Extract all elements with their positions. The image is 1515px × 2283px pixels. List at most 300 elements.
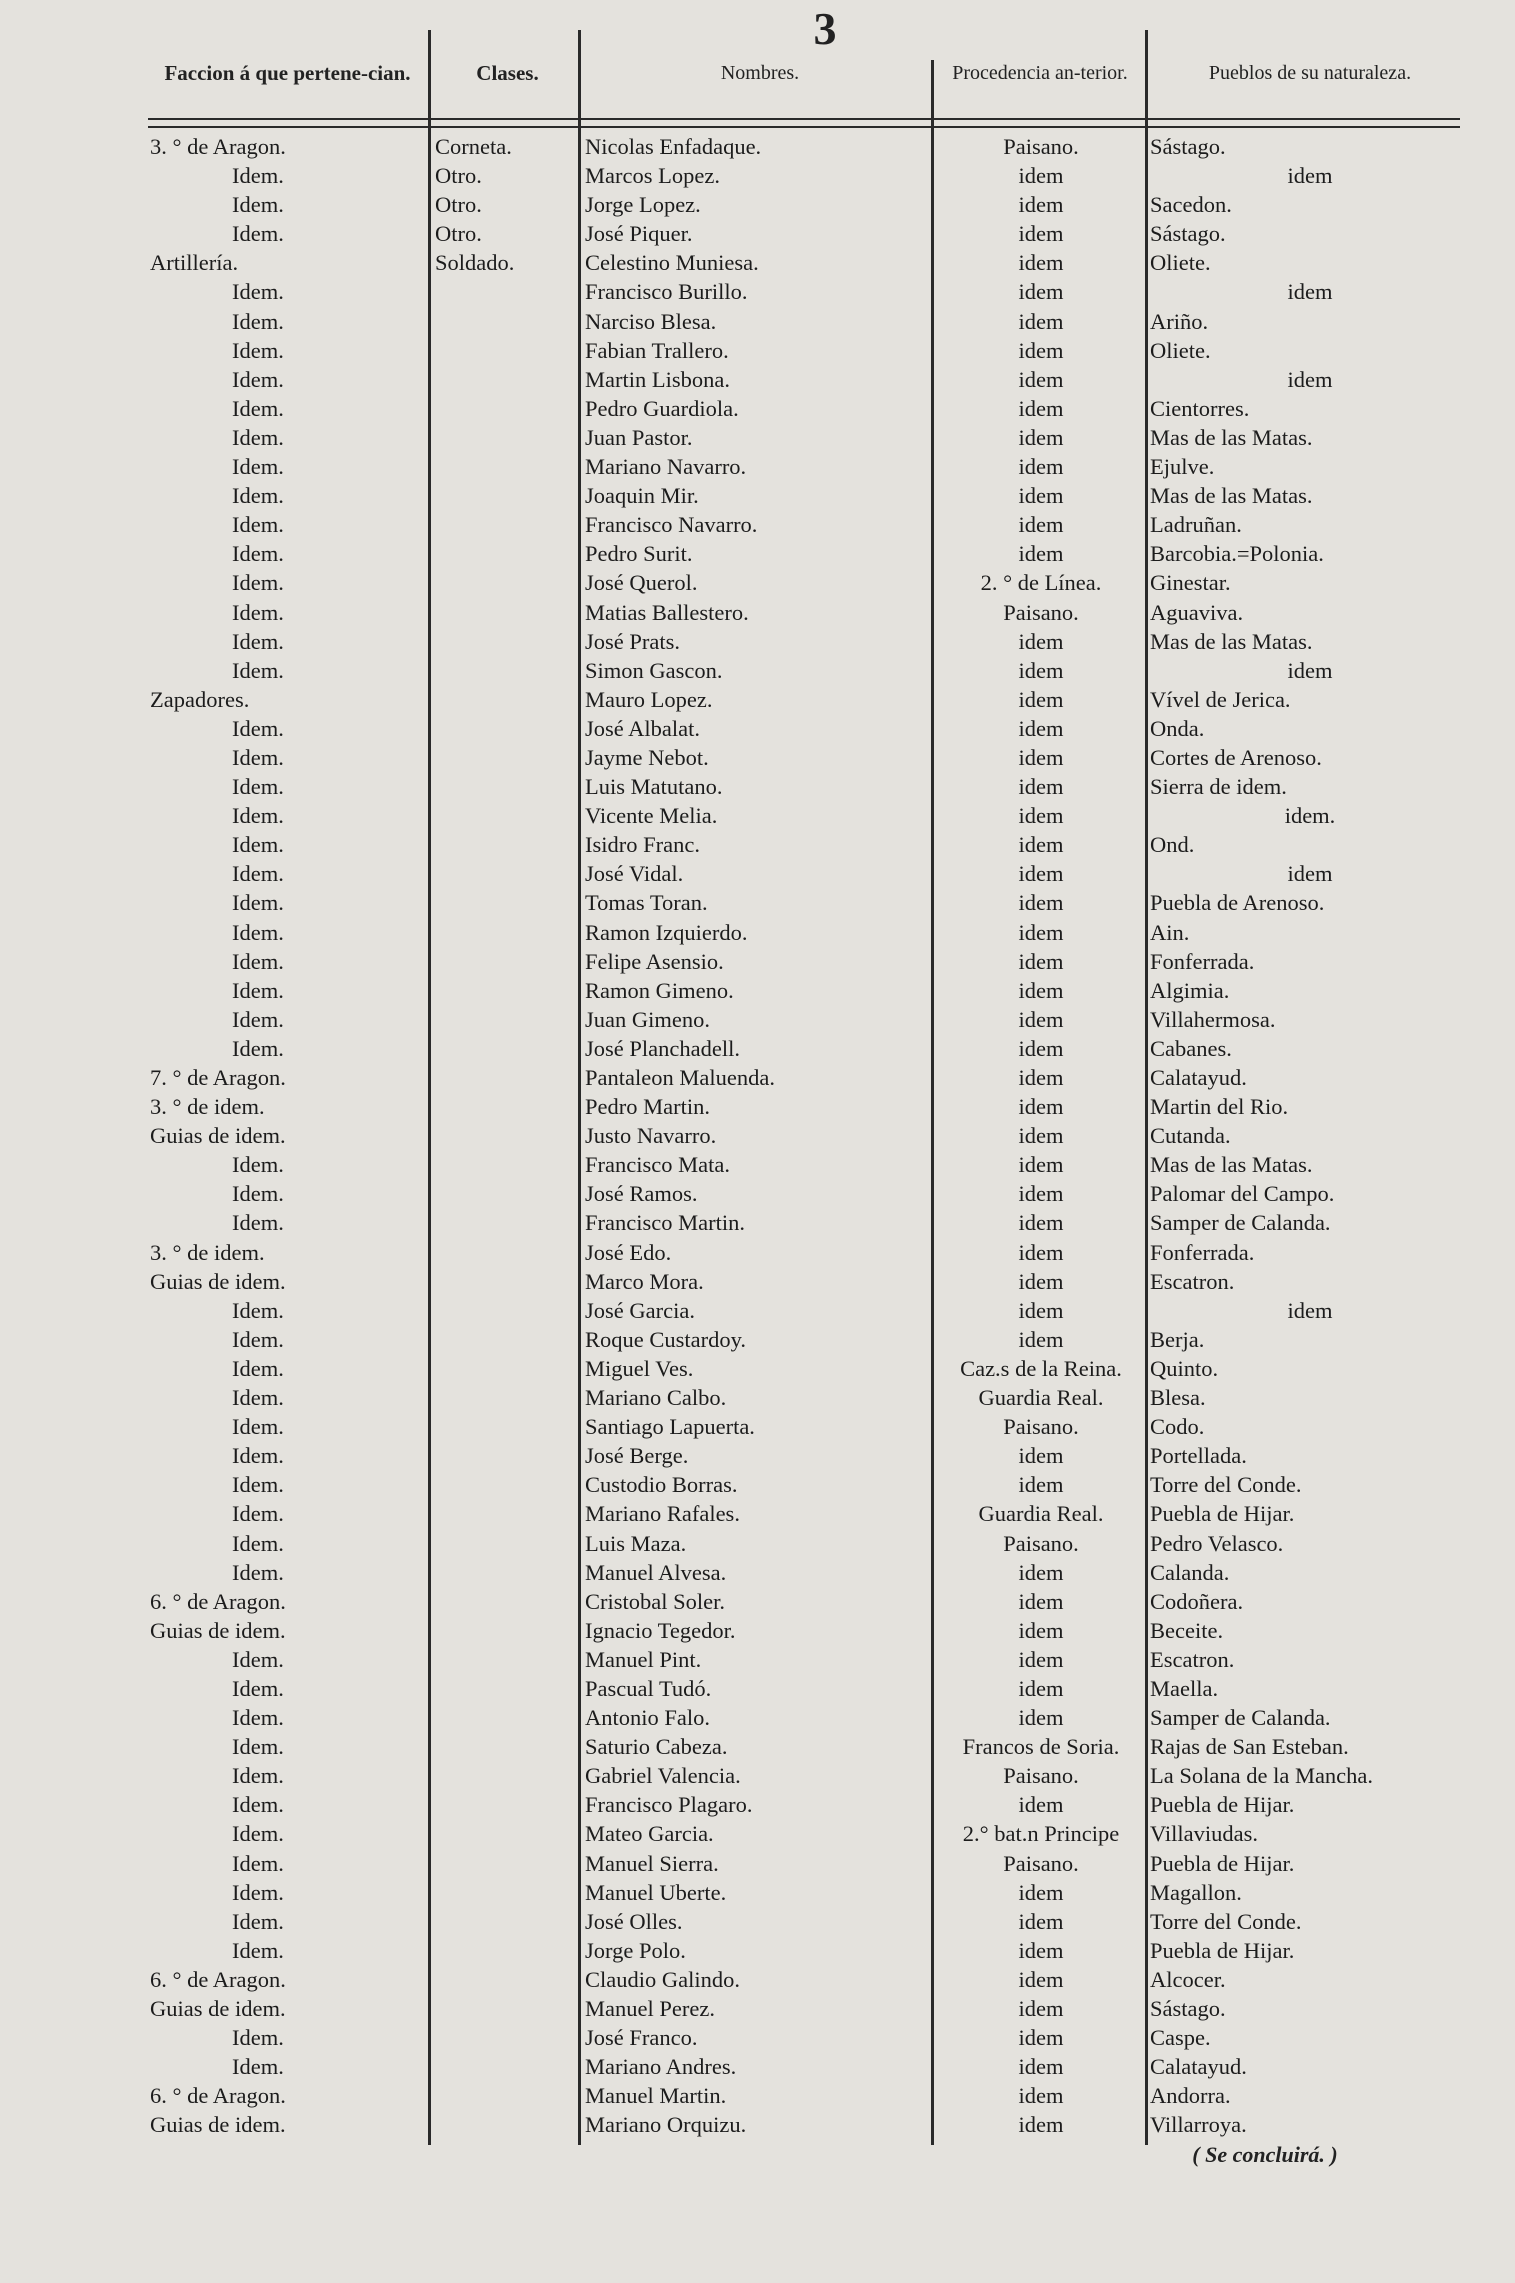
procedencia-cell: idem — [1018, 977, 1064, 1003]
faccion-cell: 6. ° de Aragon. — [150, 1966, 286, 1992]
pueblo-cell: Aguaviva. — [1150, 599, 1244, 625]
procedencia-cell: idem — [1018, 1792, 1064, 1818]
table-row — [0, 132, 1515, 161]
procedencia-cell: Paisano. — [1003, 599, 1079, 625]
faccion-cell: Guias de idem. — [150, 2112, 286, 2138]
nombre-cell: Manuel Sierra. — [585, 1850, 719, 1876]
faccion-cell: Idem. — [232, 2054, 284, 2080]
header-rule — [148, 118, 1460, 120]
nombre-cell: Manuel Martin. — [585, 2083, 727, 2109]
table-row — [0, 976, 1515, 1005]
nombre-cell: José Franco. — [585, 2025, 698, 2051]
faccion-cell: Idem. — [232, 1297, 284, 1323]
faccion-cell: Idem. — [232, 1850, 284, 1876]
table-row — [0, 1616, 1515, 1645]
nombre-cell: Mariano Rafales. — [585, 1501, 740, 1527]
pueblo-cell: Codoñera. — [1150, 1588, 1244, 1614]
faccion-cell: Idem. — [232, 279, 284, 305]
faccion-cell: Idem. — [232, 570, 284, 596]
header-pueblos: Pueblos de su naturaleza. — [1208, 62, 1412, 84]
pueblo-cell: Caspe. — [1150, 2025, 1211, 2051]
nombre-cell: Francisco Mata. — [585, 1152, 730, 1178]
nombre-cell: José Edo. — [585, 1239, 672, 1265]
clase-cell: Otro. — [435, 192, 482, 218]
faccion-cell: Idem. — [232, 512, 284, 538]
faccion-cell: Guias de idem. — [150, 1996, 286, 2021]
procedencia-cell: idem — [1018, 541, 1064, 567]
faccion-cell: Idem. — [232, 977, 284, 1003]
pueblo-cell: Sástago. — [1150, 134, 1226, 159]
table-row — [0, 1703, 1515, 1732]
table-row — [0, 1587, 1515, 1616]
procedencia-cell: idem — [1018, 1006, 1064, 1032]
pueblo-cell: Puebla de Hijar. — [1150, 1501, 1295, 1527]
faccion-cell: Idem. — [232, 1675, 284, 1701]
table-row — [0, 161, 1515, 190]
procedencia-cell: idem — [1018, 163, 1064, 189]
faccion-cell: Idem. — [232, 1355, 284, 1381]
faccion-cell: Idem. — [232, 861, 284, 887]
faccion-cell: 6. ° de Aragon. — [150, 1588, 286, 1614]
procedencia-cell: idem — [1018, 512, 1064, 538]
faccion-cell: Idem. — [232, 192, 284, 218]
pueblo-cell: Rajas de San Esteban. — [1150, 1734, 1349, 1760]
faccion-cell: Idem. — [232, 454, 284, 480]
faccion-cell: Idem. — [232, 744, 284, 770]
faccion-cell: Idem. — [232, 1501, 284, 1527]
nombre-cell: Tomas Toran. — [585, 890, 708, 916]
table-row — [0, 772, 1515, 801]
table-row — [0, 1063, 1515, 1092]
nombre-cell: Jorge Lopez. — [585, 192, 701, 218]
procedencia-cell: idem — [1018, 1937, 1064, 1963]
pueblo-cell: Calatayud. — [1150, 2054, 1247, 2080]
pueblo-cell: Sacedon. — [1150, 192, 1232, 218]
table-row — [0, 481, 1515, 510]
faccion-cell: Idem. — [232, 395, 284, 421]
procedencia-cell: idem — [1018, 221, 1064, 247]
nombre-cell: Pedro Martin. — [585, 1094, 710, 1120]
nombre-cell: Pantaleon Maluenda. — [585, 1065, 775, 1090]
table-row — [0, 568, 1515, 597]
faccion-cell: 6. ° de Aragon. — [150, 2083, 286, 2109]
faccion-cell: Artillería. — [150, 250, 239, 276]
faccion-cell: Idem. — [232, 1530, 284, 1556]
faccion-cell: Idem. — [232, 1646, 284, 1672]
table-row — [0, 947, 1515, 976]
procedencia-cell: idem — [1018, 1035, 1064, 1061]
pueblo-cell: idem — [1287, 366, 1333, 392]
table-row — [0, 423, 1515, 452]
nombre-cell: Ramon Gimeno. — [585, 977, 734, 1003]
faccion-cell: Idem. — [232, 163, 284, 189]
faccion-cell: 3. ° de idem. — [150, 1239, 265, 1265]
pueblo-cell: Cortes de Arenoso. — [1150, 744, 1322, 770]
pueblo-cell: Puebla de Hijar. — [1150, 1850, 1295, 1876]
procedencia-cell: 2. ° de Línea. — [980, 570, 1102, 596]
procedencia-cell: idem — [1018, 250, 1064, 276]
pueblo-cell: idem — [1287, 861, 1333, 887]
conclusion-note: ( Se concluirá. ) — [1192, 2142, 1338, 2167]
pueblo-cell: idem. — [1284, 803, 1336, 829]
procedencia-cell: idem — [1018, 308, 1064, 334]
procedencia-cell: idem — [1018, 1210, 1064, 1236]
nombre-cell: Jorge Polo. — [585, 1937, 686, 1963]
table-row — [0, 888, 1515, 917]
procedencia-cell: idem — [1018, 1326, 1064, 1352]
pueblo-cell: Oliete. — [1150, 250, 1211, 276]
faccion-cell: Idem. — [232, 1792, 284, 1818]
table-row — [0, 539, 1515, 568]
faccion-cell: Idem. — [232, 483, 284, 509]
procedencia-cell: idem — [1018, 2025, 1064, 2051]
nombre-cell: José Garcia. — [585, 1297, 695, 1323]
table-row — [0, 656, 1515, 685]
header-clases: Clases. — [476, 61, 539, 85]
table-row — [0, 1179, 1515, 1208]
procedencia-cell: idem — [1018, 628, 1064, 654]
pueblo-cell: idem — [1287, 657, 1333, 683]
pueblo-cell: Mas de las Matas. — [1150, 628, 1313, 654]
nombre-cell: José Querol. — [585, 570, 698, 596]
table-row — [0, 219, 1515, 248]
pueblo-cell: Puebla de Arenoso. — [1150, 890, 1325, 916]
table-row — [0, 1558, 1515, 1587]
nombre-cell: Manuel Perez. — [585, 1996, 715, 2021]
procedencia-cell: idem — [1018, 948, 1064, 974]
table-row — [0, 1529, 1515, 1558]
table-row — [0, 1907, 1515, 1936]
procedencia-cell: idem — [1018, 1996, 1064, 2021]
nombre-cell: Francisco Plagaro. — [585, 1792, 753, 1818]
clase-cell: Otro. — [435, 221, 482, 247]
faccion-cell: Idem. — [232, 1821, 284, 1847]
pueblo-cell: Sástago. — [1150, 1996, 1226, 2021]
nombre-cell: Manuel Uberte. — [585, 1879, 727, 1905]
procedencia-cell: idem — [1018, 279, 1064, 305]
nombre-cell: Mariano Calbo. — [585, 1385, 727, 1411]
nombre-cell: Cristobal Soler. — [585, 1588, 725, 1614]
table-row — [0, 1325, 1515, 1354]
nombre-cell: Francisco Martin. — [585, 1210, 745, 1236]
table-row — [0, 190, 1515, 219]
header-nombres: Nombres. — [720, 62, 800, 84]
nombre-cell: Simon Gascon. — [585, 657, 723, 683]
pueblo-cell: Onda. — [1150, 715, 1205, 741]
nombre-cell: José Piquer. — [585, 221, 693, 247]
faccion-cell: Idem. — [232, 1210, 284, 1236]
table-row — [0, 1499, 1515, 1528]
pueblo-cell: Ariño. — [1150, 308, 1209, 334]
nombre-cell: Miguel Ves. — [585, 1355, 694, 1381]
faccion-cell: Guias de idem. — [150, 1268, 286, 1294]
pueblo-cell: Pedro Velasco. — [1150, 1530, 1284, 1556]
pueblo-cell: Torre del Conde. — [1150, 1472, 1302, 1498]
procedencia-cell: idem — [1018, 861, 1064, 887]
procedencia-cell: idem — [1018, 366, 1064, 392]
nombre-cell: Jayme Nebot. — [585, 744, 709, 770]
table-row — [0, 1441, 1515, 1470]
pueblo-cell: Puebla de Hijar. — [1150, 1937, 1295, 1963]
pueblo-cell: Mas de las Matas. — [1150, 1152, 1313, 1178]
pueblo-cell: Cutanda. — [1150, 1123, 1231, 1149]
nombre-cell: Joaquin Mir. — [585, 483, 699, 509]
pueblo-cell: Ain. — [1150, 919, 1190, 945]
procedencia-cell: idem — [1018, 1268, 1064, 1294]
pueblo-cell: Quinto. — [1150, 1355, 1219, 1381]
nombre-cell: Ignacio Tegedor. — [585, 1617, 736, 1643]
procedencia-cell: idem — [1018, 1675, 1064, 1701]
faccion-cell: Idem. — [232, 1443, 284, 1469]
pueblo-cell: Villahermosa. — [1150, 1006, 1276, 1032]
nombre-cell: Manuel Pint. — [585, 1646, 702, 1672]
procedencia-cell: idem — [1018, 483, 1064, 509]
table-row — [0, 1267, 1515, 1296]
pueblo-cell: Puebla de Hijar. — [1150, 1792, 1295, 1818]
faccion-cell: Idem. — [232, 424, 284, 450]
pueblo-cell: Fonferrada. — [1150, 1239, 1255, 1265]
procedencia-cell: idem — [1018, 1559, 1064, 1585]
procedencia-cell: Paisano. — [1003, 1414, 1079, 1440]
nombre-cell: Saturio Cabeza. — [585, 1734, 728, 1760]
procedencia-cell: idem — [1018, 1181, 1064, 1207]
procedencia-cell: idem — [1018, 1908, 1064, 1934]
procedencia-cell: idem — [1018, 424, 1064, 450]
faccion-cell: 3. ° de idem. — [150, 1094, 265, 1120]
table-row — [0, 307, 1515, 336]
procedencia-cell: idem — [1018, 1123, 1064, 1149]
procedencia-cell: idem — [1018, 715, 1064, 741]
procedencia-cell: idem — [1018, 2054, 1064, 2080]
faccion-cell: Idem. — [232, 1472, 284, 1498]
procedencia-cell: idem — [1018, 1094, 1064, 1120]
pueblo-cell: Escatron. — [1150, 1268, 1235, 1294]
procedencia-cell: Paisano. — [1003, 1850, 1079, 1876]
faccion-cell: Idem. — [232, 221, 284, 247]
faccion-cell: Idem. — [232, 1181, 284, 1207]
table-row — [0, 1354, 1515, 1383]
pueblo-cell: idem — [1287, 1297, 1333, 1323]
faccion-cell: Idem. — [232, 628, 284, 654]
faccion-cell: Idem. — [232, 337, 284, 363]
table-row — [0, 1936, 1515, 1965]
pueblo-cell: Escatron. — [1150, 1646, 1235, 1672]
nombre-cell: Mariano Orquizu. — [585, 2112, 747, 2138]
nombre-cell: Felipe Asensio. — [585, 948, 724, 974]
pueblo-cell: Codo. — [1150, 1414, 1205, 1440]
procedencia-cell: idem — [1018, 454, 1064, 480]
faccion-cell: Idem. — [232, 1937, 284, 1963]
nombre-cell: Francisco Navarro. — [585, 512, 758, 538]
nombre-cell: Luis Maza. — [585, 1530, 687, 1556]
table-row — [0, 1470, 1515, 1499]
table-row — [0, 365, 1515, 394]
table-row — [0, 2052, 1515, 2081]
nombre-cell: José Prats. — [585, 628, 680, 654]
nombre-cell: Juan Pastor. — [585, 424, 693, 450]
pueblo-cell: Torre del Conde. — [1150, 1908, 1302, 1934]
procedencia-cell: idem — [1018, 1065, 1064, 1090]
table-row — [0, 1296, 1515, 1325]
faccion-cell: Idem. — [232, 657, 284, 683]
table-row — [0, 2081, 1515, 2110]
nombre-cell: Pedro Guardiola. — [585, 395, 739, 421]
pueblo-cell: Berja. — [1150, 1326, 1205, 1352]
pueblo-cell: Algimia. — [1150, 977, 1230, 1003]
faccion-cell: Zapadores. — [150, 686, 250, 712]
nombre-cell: José Olles. — [585, 1908, 683, 1934]
faccion-cell: Idem. — [232, 2025, 284, 2051]
pueblo-cell: Vível de Jerica. — [1150, 686, 1291, 712]
pueblo-cell: Beceite. — [1150, 1617, 1224, 1643]
header-procedencia: Procedencia an-terior. — [952, 62, 1128, 84]
pueblo-cell: Portellada. — [1150, 1443, 1247, 1469]
faccion-cell: Guias de idem. — [150, 1617, 286, 1643]
pueblo-cell: Blesa. — [1150, 1385, 1206, 1411]
nombre-cell: Celestino Muniesa. — [585, 250, 759, 276]
table-row — [0, 1965, 1515, 1994]
pueblo-cell: Maella. — [1150, 1675, 1219, 1701]
table-row — [0, 1761, 1515, 1790]
pueblo-cell: Mas de las Matas. — [1150, 424, 1313, 450]
faccion-cell: Idem. — [232, 803, 284, 829]
procedencia-cell: idem — [1018, 1588, 1064, 1614]
faccion-cell: Idem. — [232, 1559, 284, 1585]
clase-cell: Corneta. — [435, 134, 512, 159]
pueblo-cell: Villarroya. — [1150, 2112, 1247, 2138]
faccion-cell: Idem. — [232, 1414, 284, 1440]
faccion-cell: Idem. — [232, 1734, 284, 1760]
nombre-cell: Mauro Lopez. — [585, 686, 713, 712]
procedencia-cell: 2.° bat.n Principe — [962, 1821, 1120, 1847]
pueblo-cell: Martin del Rio. — [1150, 1094, 1289, 1120]
nombre-cell: Luis Matutano. — [585, 774, 723, 800]
pueblo-cell: Cabanes. — [1150, 1035, 1232, 1061]
procedencia-cell: idem — [1018, 2112, 1064, 2138]
procedencia-cell: idem — [1018, 919, 1064, 945]
nombre-cell: Nicolas Enfadaque. — [585, 134, 762, 159]
faccion-cell: Idem. — [232, 1006, 284, 1032]
nombre-cell: José Vidal. — [585, 861, 684, 887]
procedencia-cell: Paisano. — [1003, 1530, 1079, 1556]
pueblo-cell: Alcocer. — [1150, 1966, 1226, 1992]
procedencia-cell: Guardia Real. — [978, 1385, 1104, 1411]
nombre-cell: Mariano Andres. — [585, 2054, 737, 2080]
table-row — [0, 801, 1515, 830]
table-row — [0, 1034, 1515, 1063]
procedencia-cell: idem — [1018, 686, 1064, 712]
pueblo-cell: Magallon. — [1150, 1879, 1242, 1905]
table-row — [0, 1412, 1515, 1441]
roster-table — [0, 132, 1515, 2139]
pueblo-cell: Calatayud. — [1150, 1065, 1247, 1090]
procedencia-cell: idem — [1018, 1617, 1064, 1643]
pueblo-cell: Sierra de idem. — [1150, 774, 1287, 800]
procedencia-cell: idem — [1018, 1297, 1064, 1323]
pueblo-cell: Samper de Calanda. — [1150, 1705, 1331, 1731]
nombre-cell: Pedro Surit. — [585, 541, 693, 567]
table-row — [0, 510, 1515, 539]
procedencia-cell: idem — [1018, 192, 1064, 218]
table-row — [0, 743, 1515, 772]
clase-cell: Soldado. — [435, 250, 515, 276]
procedencia-cell: idem — [1018, 744, 1064, 770]
procedencia-cell: idem — [1018, 1443, 1064, 1469]
pueblo-cell: Samper de Calanda. — [1150, 1210, 1331, 1236]
nombre-cell: Matias Ballestero. — [585, 599, 749, 625]
faccion-cell: Idem. — [232, 1705, 284, 1731]
procedencia-cell: idem — [1018, 657, 1064, 683]
pueblo-cell: Villaviudas. — [1150, 1821, 1259, 1847]
faccion-cell: Idem. — [232, 308, 284, 334]
nombre-cell: Fabian Trallero. — [585, 337, 729, 363]
faccion-cell: Idem. — [232, 774, 284, 800]
pueblo-cell: idem — [1287, 279, 1333, 305]
faccion-cell: Idem. — [232, 715, 284, 741]
table-row — [0, 1878, 1515, 1907]
table-row — [0, 2110, 1515, 2139]
procedencia-cell: idem — [1018, 337, 1064, 363]
table-row — [0, 452, 1515, 481]
procedencia-cell: idem — [1018, 832, 1064, 858]
nombre-cell: Juan Gimeno. — [585, 1006, 710, 1032]
table-row — [0, 1005, 1515, 1034]
procedencia-cell: idem — [1018, 1966, 1064, 1992]
table-row — [0, 1674, 1515, 1703]
table-row — [0, 627, 1515, 656]
procedencia-cell: idem — [1018, 395, 1064, 421]
table-row — [0, 1092, 1515, 1121]
faccion-cell: 7. ° de Aragon. — [150, 1065, 286, 1090]
faccion-cell: Idem. — [232, 1326, 284, 1352]
pueblo-cell: Ond. — [1150, 832, 1195, 858]
pueblo-cell: Fonferrada. — [1150, 948, 1255, 974]
nombre-cell: Gabriel Valencia. — [585, 1763, 741, 1789]
pueblo-cell: Oliete. — [1150, 337, 1211, 363]
nombre-cell: Antonio Falo. — [585, 1705, 711, 1731]
table-row — [0, 1150, 1515, 1179]
table-row — [0, 714, 1515, 743]
nombre-cell: Ramon Izquierdo. — [585, 919, 748, 945]
nombre-cell: Mateo Garcia. — [585, 1821, 714, 1847]
header-faccion: Faccion á que pertene-cian. — [164, 61, 411, 85]
nombre-cell: Santiago Lapuerta. — [585, 1414, 755, 1440]
pueblo-cell: idem — [1287, 163, 1333, 189]
header-rule-double — [148, 126, 1460, 128]
nombre-cell: Mariano Navarro. — [585, 454, 747, 480]
nombre-cell: Marcos Lopez. — [585, 163, 720, 189]
faccion-cell: Idem. — [232, 541, 284, 567]
table-row — [0, 1819, 1515, 1848]
procedencia-cell: idem — [1018, 1152, 1064, 1178]
procedencia-cell: idem — [1018, 2083, 1064, 2109]
nombre-cell: Claudio Galindo. — [585, 1966, 740, 1992]
pueblo-cell: Ejulve. — [1150, 454, 1215, 480]
table-row — [0, 394, 1515, 423]
table-row — [0, 1383, 1515, 1412]
nombre-cell: Manuel Alvesa. — [585, 1559, 727, 1585]
clase-cell: Otro. — [435, 163, 482, 189]
nombre-cell: Marco Mora. — [585, 1268, 704, 1294]
pueblo-cell: Calanda. — [1150, 1559, 1230, 1585]
faccion-cell: Idem. — [232, 1152, 284, 1178]
pueblo-cell: Mas de las Matas. — [1150, 483, 1313, 509]
faccion-cell: Idem. — [232, 366, 284, 392]
nombre-cell: Justo Navarro. — [585, 1123, 717, 1149]
nombre-cell: Vicente Melia. — [585, 803, 718, 829]
table-row — [0, 336, 1515, 365]
table-row — [0, 1732, 1515, 1761]
